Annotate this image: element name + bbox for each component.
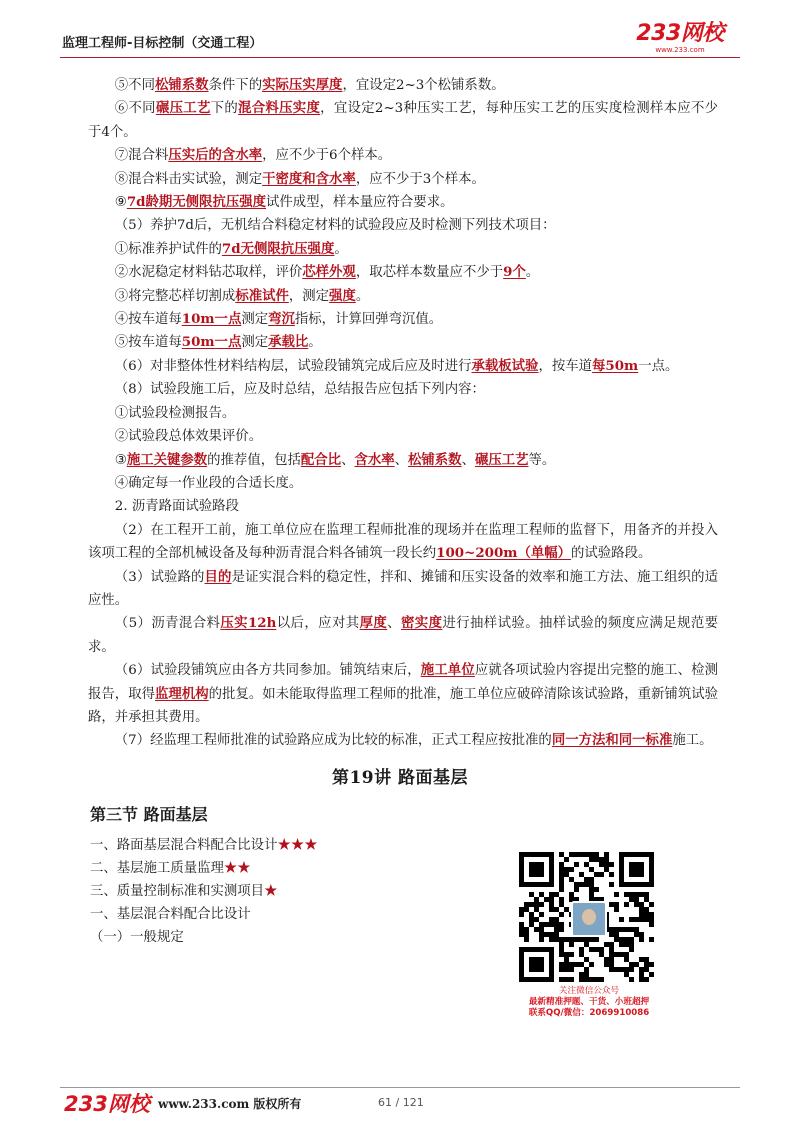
- text-run: ②水泥稳定材料钻芯取样，评价: [114, 265, 303, 281]
- highlight-term: 承载板试验: [471, 357, 539, 374]
- highlight-term: 承载比: [268, 334, 309, 351]
- outline-item-text: 二、基层施工质量监理: [90, 861, 224, 876]
- text-run: （6）试验段铺筑应由各方共同参加。铺筑结束后，: [114, 663, 421, 679]
- paragraph: [88, 238, 718, 261]
- highlight-term: 每50m: [592, 357, 639, 374]
- outline-item-text: 一、基层混合料配合比设计: [90, 907, 251, 922]
- text-run: 的批复。如未能取得监理工程师的批准，施工单位应破碎清除该试验路，重新铺筑试验路，并承担其费用。: [88, 686, 719, 725]
- text-run: ，宜设定2~3种压实工艺，每种压实工艺的压实度检测样本应不少于4个。: [88, 101, 719, 140]
- outline-item: [90, 880, 318, 903]
- text-run: 等。: [528, 452, 556, 468]
- outline-item: [90, 857, 318, 880]
- text-run: 、: [387, 616, 401, 632]
- highlight-term: 目的: [204, 568, 232, 585]
- paragraph: [88, 472, 718, 495]
- text-run: ⑥不同: [114, 101, 156, 117]
- text-run: （5）沥青混合料: [114, 616, 221, 632]
- highlight-term: 混合料压实度: [238, 100, 321, 117]
- paragraph: [88, 729, 718, 752]
- page-number: 61 / 121: [378, 1096, 424, 1109]
- paragraph: [88, 495, 718, 518]
- text-run: 。: [308, 335, 322, 351]
- text-run: ，宜设定2~3个松铺系数。: [342, 78, 505, 93]
- footer-divider: [60, 1087, 740, 1088]
- lecture-title: 第19讲 路面基层: [331, 768, 469, 788]
- footer-copyright: www.233.com 版权所有: [158, 1097, 302, 1111]
- paragraph: [88, 425, 718, 448]
- text-run: ④确定每一作业段的合适长度。: [114, 475, 303, 491]
- text-run: ①试验段检测报告。: [114, 405, 236, 421]
- paragraph: [88, 214, 718, 237]
- text-run: 指标，计算回弹弯沉值。: [294, 312, 443, 328]
- paragraph: [88, 355, 718, 378]
- brand-logo[interactable]: [620, 22, 740, 56]
- highlight-term: 配合比: [300, 451, 342, 468]
- highlight-term: 松铺系数: [408, 451, 462, 468]
- qr-caption-1: 关注微信公众号: [558, 986, 620, 996]
- highlight-term: 密实度: [400, 615, 443, 632]
- text-run: ，应不少于6个样本。: [262, 148, 392, 164]
- text-run: 的试验路段。: [571, 546, 652, 562]
- highlight-term: 松铺系数: [154, 77, 209, 93]
- paragraph: [88, 402, 718, 425]
- paragraph: [88, 285, 718, 308]
- text-run: （3）试验路的: [114, 569, 205, 585]
- paragraph: [88, 168, 718, 191]
- header-divider: [60, 57, 740, 58]
- highlight-term: 9个: [503, 264, 526, 281]
- qr-promo: [519, 852, 659, 1019]
- text-run: （8）试验段施工后，应及时总结，总结报告应包括下列内容：: [114, 382, 485, 398]
- paragraph: [88, 612, 718, 659]
- highlight-term: 7d无侧限抗压强度: [221, 240, 335, 257]
- text-run: ，测定: [288, 288, 330, 304]
- highlight-term: 施工关键参数: [126, 451, 208, 468]
- document-body: [88, 74, 718, 753]
- text-run: （5）养护7d后，无机结合料稳定材料的试验段应及时检测下列技术项目：: [114, 218, 556, 234]
- text-run: 以后，应对其: [276, 616, 360, 632]
- paragraph: [88, 519, 718, 566]
- paragraph: [88, 449, 718, 472]
- paragraph: [88, 331, 718, 354]
- text-run: 条件下的: [208, 78, 263, 93]
- text-run: ⑨: [114, 195, 127, 211]
- paragraph: [88, 97, 718, 144]
- highlight-term: 50m一点: [181, 334, 242, 351]
- highlight-term: 同一方法和同一标准: [551, 732, 673, 749]
- text-run: 、: [394, 452, 409, 468]
- paragraph: [88, 659, 718, 729]
- highlight-term: 施工单位: [420, 662, 475, 679]
- paragraph: [88, 191, 718, 214]
- text-run: 测定: [241, 335, 269, 351]
- text-run: （7）经监理工程师批准的试验路应成为比较的标准，正式工程应按批准的: [114, 733, 552, 749]
- text-run: 。: [334, 241, 348, 257]
- header-title: 监理工程师-目标控制（交通工程）: [62, 36, 263, 51]
- highlight-term: 碾压工艺: [474, 451, 529, 468]
- text-run: ③: [114, 452, 127, 468]
- text-run: 试件成型，样本量应符合要求。: [266, 195, 454, 211]
- text-run: 、: [461, 452, 475, 468]
- logo-text: 233网校: [636, 21, 724, 46]
- text-run: ⑦混合料: [114, 148, 169, 164]
- highlight-term: 弯沉: [268, 311, 295, 328]
- rating-stars: ★★★: [277, 838, 318, 853]
- footer-logo[interactable]: 233网校: [64, 1092, 150, 1116]
- outline-item-text: （一）一般规定: [90, 930, 184, 945]
- outline-item-text: 三、质量控制标准和实测项目: [90, 884, 265, 899]
- qr-caption-2: 最新精准押题、干货、小班超押: [528, 997, 650, 1007]
- outline-item: [90, 903, 318, 926]
- highlight-term: 强度: [329, 287, 356, 304]
- text-run: 进行抽样试验。抽样试验的频度应满足规范要求。: [88, 616, 719, 655]
- logo-url: www.233.com: [655, 46, 705, 54]
- paragraph: [88, 144, 718, 167]
- text-run: ③将完整芯样切割成: [114, 288, 236, 304]
- text-run: ②试验段总体效果评价。: [114, 429, 263, 445]
- section-title: 第三节 路面基层: [90, 805, 208, 824]
- text-run: 测定: [241, 312, 269, 328]
- outline-item: [90, 926, 318, 949]
- avatar: [571, 901, 607, 937]
- paragraph: [88, 74, 718, 97]
- text-run: 。: [525, 265, 540, 281]
- text-run: ，应不少于3个样本。: [355, 171, 485, 187]
- text-run: ，取芯样本数量应不少于: [355, 265, 504, 281]
- page-header: [60, 22, 740, 56]
- qr-caption-3: 联系QQ/微信：2069910086: [528, 1008, 650, 1018]
- text-run: 、: [341, 452, 355, 468]
- text-run: 一点。: [638, 358, 679, 374]
- rating-stars: ★: [264, 884, 278, 899]
- text-run: 下的: [210, 101, 239, 117]
- highlight-term: 厚度: [359, 615, 388, 632]
- text-run: ④按车道每: [114, 312, 182, 328]
- text-run: ⑤按车道每: [114, 335, 182, 351]
- outline-item: [90, 834, 318, 857]
- highlight-term: 干密度和含水率: [262, 170, 356, 187]
- outline-item-text: 一、路面基层混合料配合比设计: [90, 838, 278, 853]
- outline-list: [90, 834, 318, 949]
- text-run: 施工。: [672, 733, 713, 749]
- rating-stars: ★★: [223, 861, 251, 876]
- text-run: （6）对非整体性材料结构层，试验段铺筑完成后应及时进行: [114, 358, 472, 374]
- text-run: 2. 沥青路面试验路段: [114, 499, 239, 515]
- text-run: ⑤不同: [114, 78, 155, 93]
- text-run: 应就各项试验内容提出完整的施工、检测报告，取得: [88, 663, 718, 702]
- paragraph: [88, 261, 718, 284]
- text-run: ，按车道: [538, 358, 592, 374]
- highlight-term: 芯样外观: [302, 264, 356, 281]
- paragraph: [88, 378, 718, 401]
- highlight-term: 监理机构: [155, 685, 209, 702]
- highlight-term: 压实后的含水率: [168, 147, 263, 164]
- paragraph: [88, 566, 718, 613]
- text-run: ①标准养护试件的: [114, 241, 222, 257]
- highlight-term: 标准试件: [235, 287, 289, 304]
- highlight-term: 实际压实厚度: [262, 77, 343, 93]
- text-run: 。: [355, 288, 370, 304]
- paragraph: [88, 308, 718, 331]
- text-run: ⑧混合料击实试验，测定: [114, 171, 263, 187]
- highlight-term: 压实12h: [220, 615, 277, 632]
- highlight-term: 10m一点: [181, 311, 242, 328]
- text-run: （2）在工程开工前，施工单位应在监理工程师批准的现场并在监理工程师的监督下，用备齐的并投入该项工程的全部机械设备及每种沥青混合料各铺筑一段长约: [88, 522, 718, 562]
- text-run: 是证实混合料的稳定性，拌和、摊铺和压实设备的效率和施工方法、施工组织的适应性。: [88, 569, 719, 608]
- highlight-term: 含水率: [354, 451, 395, 468]
- highlight-term: 碾压工艺: [155, 100, 211, 117]
- highlight-term: 100~200m（单幅）: [436, 545, 572, 562]
- highlight-term: 7d龄期无侧限抗压强度: [126, 194, 267, 211]
- text-run: 的推荐值，包括: [207, 452, 301, 468]
